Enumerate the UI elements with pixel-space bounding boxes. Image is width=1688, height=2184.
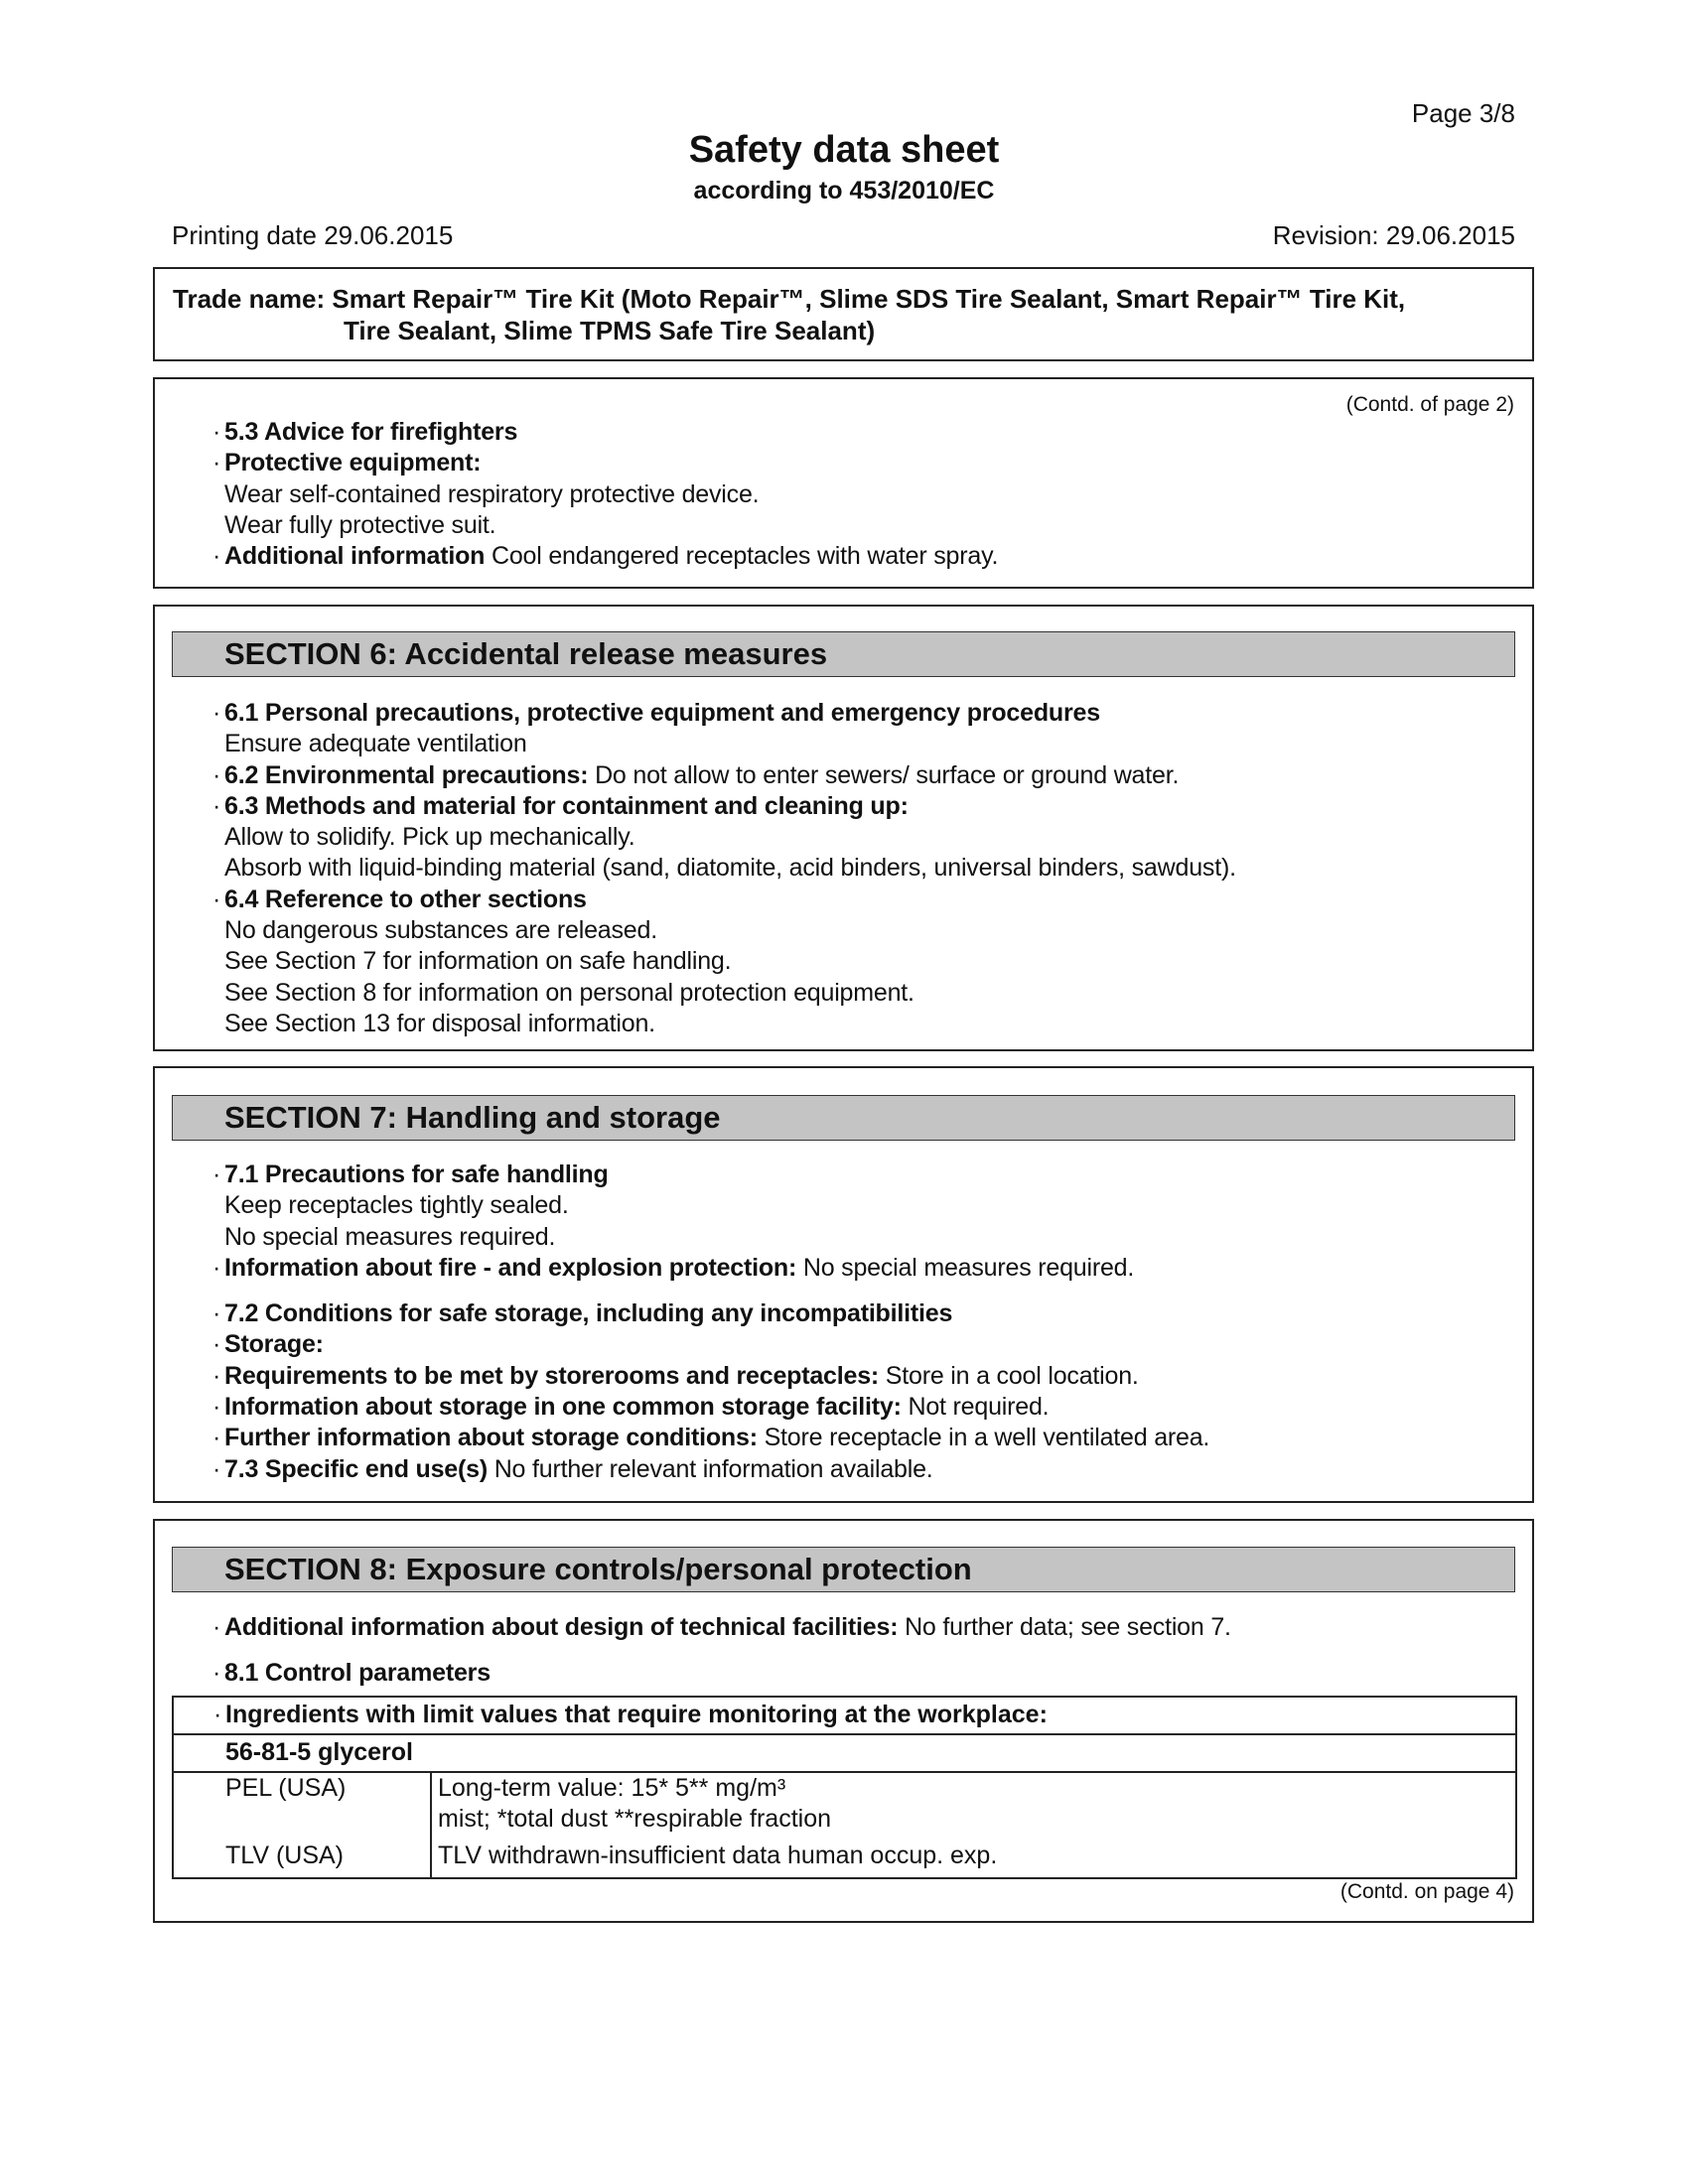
heading-6-2: 6.2 Environmental precautions:	[224, 760, 589, 789]
text: Absorb with liquid-binding material (sand, diatomite, acid binders, universal binders, sawdust).	[224, 854, 1236, 883]
text: No further data; see section 7.	[898, 1613, 1231, 1641]
fire-protection-label: Information about fire - and explosion protection:	[224, 1253, 797, 1282]
text: Keep receptacles tightly sealed.	[224, 1191, 569, 1220]
trade-name-line1: Smart Repair™ Tire Kit (Moto Repair™, Slime SDS Tire Sealant, Smart Repair™ Tire Kit,	[332, 284, 1406, 314]
document-subtitle: according to 453/2010/EC	[693, 177, 995, 205]
substance-name: 56-81-5 glycerol	[225, 1738, 413, 1766]
page-number: Page 3/8	[1411, 98, 1515, 128]
text: Store in a cool location.	[879, 1361, 1139, 1390]
text: See Section 8 for information on personal protection equipment.	[224, 978, 914, 1007]
heading-6-4: 6.4 Reference to other sections	[224, 885, 587, 913]
requirements-label: Requirements to be met by storerooms and receptacles:	[224, 1361, 880, 1390]
additional-information-label: Additional information	[224, 542, 486, 571]
limit-type: TLV (USA)	[173, 1835, 431, 1878]
document-title: Safety data sheet	[688, 129, 1000, 171]
section-8	[153, 1519, 1534, 1923]
text: See Section 13 for disposal information.	[224, 1009, 655, 1037]
heading-6-3: 6.3 Methods and material for containment and cleaning up:	[224, 791, 909, 820]
revision-date: Revision: 29.06.2015	[1272, 220, 1515, 250]
text: Cool endangered receptacles with water spray.	[485, 542, 999, 571]
text: No special measures required.	[796, 1253, 1135, 1282]
contd-of-page: (Contd. of page 2)	[1345, 393, 1514, 416]
text: No dangerous substances are released.	[224, 916, 657, 945]
section-6-title: SECTION 6: Accidental release measures	[172, 631, 1515, 677]
section-8-title: SECTION 8: Exposure controls/personal protection	[172, 1547, 1515, 1592]
protective-equipment-label: Protective equipment:	[224, 449, 482, 478]
heading-8-1: 8.1 Control parameters	[224, 1659, 491, 1688]
text: Wear self-contained respiratory protective device.	[224, 479, 760, 508]
heading-5-3: 5.3 Advice for firefighters	[224, 418, 518, 446]
contd-on-page: (Contd. on page 4)	[1339, 1880, 1514, 1903]
limit-note: mist; *total dust **respirable fraction	[438, 1805, 832, 1833]
table-heading: Ingredients with limit values that require monitoring at the workplace:	[225, 1701, 1048, 1728]
text: Wear fully protective suit.	[224, 510, 496, 539]
limit-value: TLV withdrawn-insufficient data human occup. exp.	[431, 1835, 1516, 1878]
text: Not required.	[901, 1393, 1050, 1422]
text: No special measures required.	[224, 1222, 556, 1251]
table-row	[173, 1835, 1516, 1878]
text: See Section 7 for information on safe handling.	[224, 947, 732, 976]
limit-values-table	[172, 1696, 1517, 1879]
text: Store receptacle in a well ventilated area.	[757, 1424, 1210, 1452]
heading-7-3: 7.3 Specific end use(s)	[224, 1454, 488, 1483]
limit-type: PEL (USA)	[173, 1772, 431, 1835]
trade-name-box	[153, 267, 1534, 361]
technical-facilities-label: Additional information about design of technical facilities:	[224, 1613, 899, 1641]
section-7	[153, 1066, 1534, 1503]
heading-7-1: 7.1 Precautions for safe handling	[224, 1160, 609, 1188]
text: Do not allow to enter sewers/ surface or ground water.	[588, 760, 1180, 789]
table-row	[173, 1772, 1516, 1835]
section-7-title: SECTION 7: Handling and storage	[172, 1095, 1515, 1141]
trade-name-line2: Tire Sealant, Slime TPMS Safe Tire Sealant)	[344, 316, 876, 345]
text: Allow to solidify. Pick up mechanically.	[224, 823, 635, 852]
common-storage-label: Information about storage in one common storage facility:	[224, 1393, 902, 1422]
limit-value: Long-term value: 15* 5** mg/m³	[438, 1774, 786, 1802]
heading-6-1: 6.1 Personal precautions, protective equipment and emergency procedures	[224, 699, 1100, 727]
further-storage-label: Further information about storage conditions:	[224, 1424, 758, 1452]
text: Ensure adequate ventilation	[224, 730, 527, 758]
section-5-continued	[153, 377, 1534, 589]
heading-7-2: 7.2 Conditions for safe storage, including any incompatibilities	[224, 1299, 953, 1328]
trade-name-label: Trade name:	[173, 284, 326, 314]
text: No further relevant information available.	[487, 1454, 933, 1483]
printing-date: Printing date 29.06.2015	[172, 220, 454, 250]
section-6	[153, 605, 1534, 1051]
storage-label: Storage:	[224, 1330, 324, 1359]
